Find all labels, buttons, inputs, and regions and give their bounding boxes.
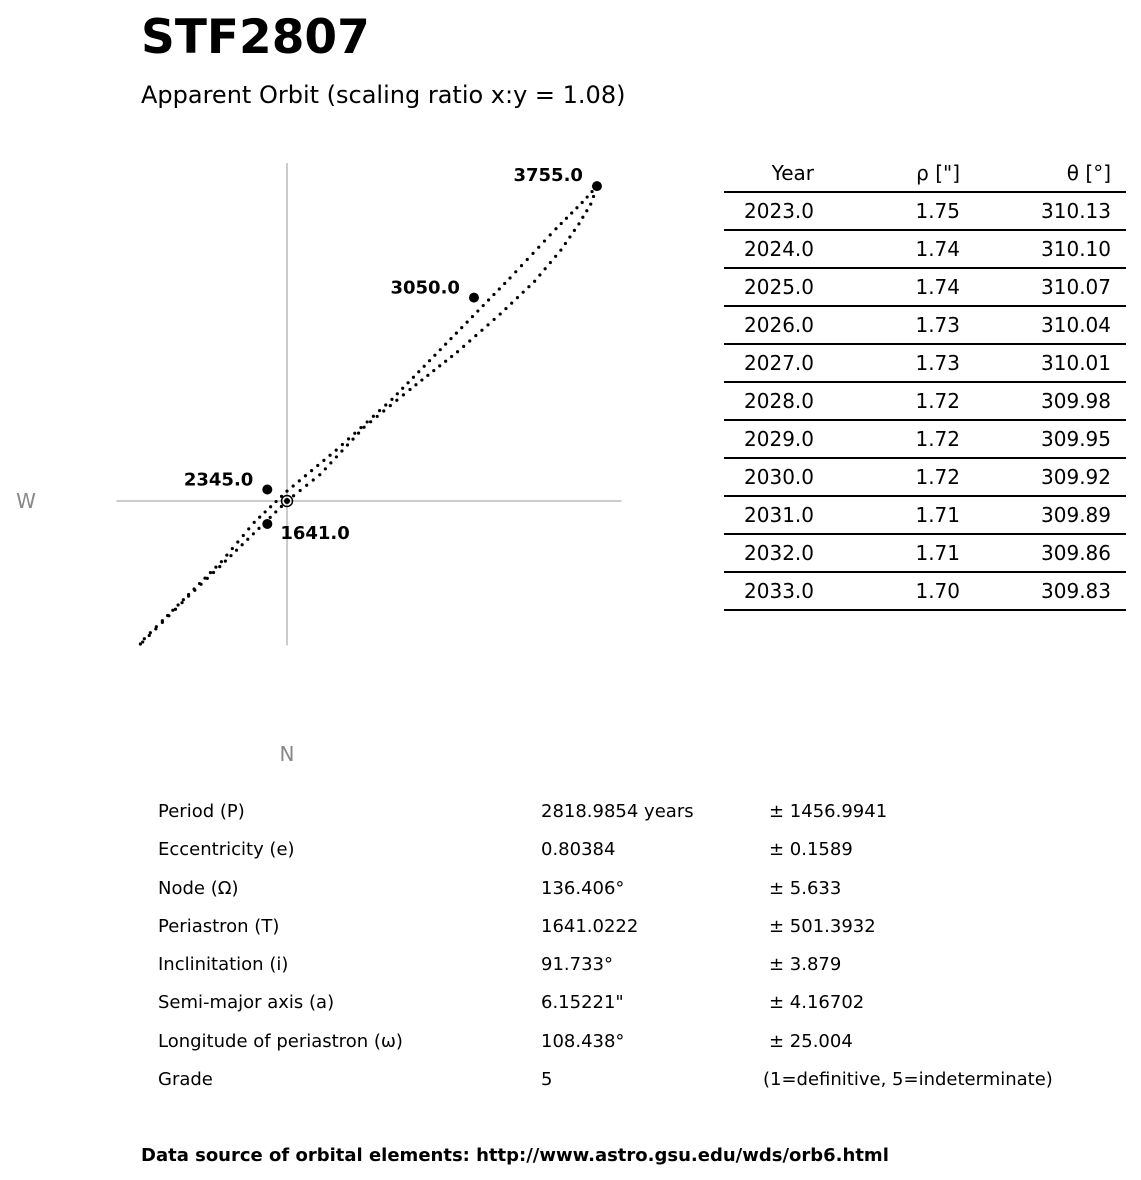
header-rho: ρ ["]	[916, 161, 960, 185]
ephemeris-row	[724, 572, 1126, 610]
orbit-dot	[252, 532, 255, 535]
element-name: Eccentricity (e)	[158, 839, 295, 861]
orbit-dot	[384, 403, 387, 406]
orbit-dot	[468, 339, 471, 342]
orbit-dot	[225, 554, 228, 557]
cell-theta: 310.07	[960, 268, 1111, 306]
orbit-dot	[581, 216, 584, 219]
cell-spacer	[1111, 192, 1126, 230]
orbit-dot	[139, 642, 142, 645]
cell-spacer	[1111, 344, 1126, 382]
orbit-dot	[298, 479, 301, 482]
orbit-dot	[362, 426, 365, 429]
orbit-dot	[242, 534, 245, 537]
cell-theta: 309.89	[960, 496, 1111, 534]
cell-spacer	[1111, 534, 1126, 572]
cell-year: 2029.0	[724, 420, 814, 458]
orbit-dot	[220, 560, 223, 563]
cell-rho: 1.72	[814, 458, 960, 496]
orbit-dot	[316, 464, 319, 467]
orbit-dot	[590, 190, 593, 193]
epoch-label: 3755.0	[513, 165, 583, 187]
cell-rho: 1.72	[814, 382, 960, 420]
element-name: Periastron (T)	[158, 915, 280, 937]
cell-rho: 1.75	[814, 192, 960, 230]
cell-year: 2027.0	[724, 344, 814, 382]
orbit-dot	[209, 571, 212, 574]
orbit-dot	[508, 276, 511, 279]
orbit-dot	[526, 258, 529, 261]
element-error: ± 1456.9941	[769, 801, 888, 822]
cell-year: 2025.0	[724, 268, 814, 306]
cell-rho: 1.73	[814, 344, 960, 382]
orbit-dot	[568, 235, 571, 238]
orbit-dot	[329, 461, 332, 464]
cell-year: 2033.0	[724, 572, 814, 610]
element-error: ± 501.3932	[769, 915, 876, 937]
orbit-dot	[414, 383, 417, 386]
orbit-dot	[166, 614, 169, 617]
element-row	[158, 870, 1118, 908]
orbit-dot	[155, 625, 158, 628]
cell-theta: 309.95	[960, 420, 1111, 458]
orbit-dot	[274, 500, 277, 503]
orbit-dots	[139, 185, 599, 646]
orbit-dot	[516, 296, 519, 299]
cell-year: 2023.0	[724, 192, 814, 230]
axis-label-w: W	[16, 489, 36, 513]
cell-theta: 310.04	[960, 306, 1111, 344]
element-name: Period (P)	[158, 801, 245, 822]
orbit-dot	[527, 285, 530, 288]
orbit-dot	[241, 543, 244, 546]
orbit-dot	[148, 634, 151, 637]
chart-subtitle: Apparent Orbit (scaling ratio x:y = 1.08)	[141, 81, 626, 109]
cell-theta: 309.98	[960, 382, 1111, 420]
element-error: ± 25.004	[769, 1030, 853, 1052]
cell-rho: 1.74	[814, 230, 960, 268]
orbit-dot	[433, 354, 436, 357]
orbit-dot	[444, 360, 447, 363]
ephemeris-table	[724, 155, 1126, 611]
orbit-dot	[444, 343, 447, 346]
orbit-dot	[514, 270, 517, 273]
orbit-dot	[428, 359, 431, 362]
orbit-dot	[177, 603, 180, 606]
orbit-dot	[575, 206, 578, 209]
orbit-dot	[581, 201, 584, 204]
element-value: 6.15221"	[541, 992, 624, 1014]
cell-rho: 1.72	[814, 420, 960, 458]
orbit-dot	[318, 473, 321, 476]
orbit-dot	[269, 516, 272, 519]
orbit-dot	[554, 255, 557, 258]
orbit-dot	[408, 388, 411, 391]
orbit-dot	[432, 369, 435, 372]
cell-year: 2032.0	[724, 534, 814, 572]
element-name: Node (Ω)	[158, 877, 239, 899]
orbit-dot	[269, 505, 272, 508]
orbit-dot	[328, 454, 331, 457]
cell-spacer	[1111, 382, 1126, 420]
header-spacer	[1111, 155, 1126, 192]
orbit-dot	[214, 566, 217, 569]
element-row	[158, 831, 1118, 869]
orbit-dot	[449, 337, 452, 340]
element-name: Semi-major axis (a)	[158, 992, 335, 1014]
orbit-dot	[589, 203, 592, 206]
orbit-dot	[180, 601, 183, 604]
orbit-dot	[229, 554, 232, 557]
orbit-dot	[224, 560, 227, 563]
orbit-dot	[264, 510, 267, 513]
element-row	[158, 984, 1118, 1022]
orbit-dot	[382, 409, 385, 412]
orbit-dot	[456, 350, 459, 353]
orbit-dot	[549, 261, 552, 264]
orbit-dot	[476, 309, 479, 312]
orbit-dot	[312, 478, 315, 481]
orbit-dot	[285, 490, 288, 493]
orbit-dot	[353, 432, 356, 435]
cell-year: 2028.0	[724, 382, 814, 420]
cell-theta: 309.92	[960, 458, 1111, 496]
orbit-dot	[420, 378, 423, 381]
orbit-dot	[412, 376, 415, 379]
epoch-marker-3755.0	[592, 181, 602, 191]
cell-theta: 310.13	[960, 192, 1111, 230]
orbit-dot	[351, 437, 354, 440]
cell-year: 2030.0	[724, 458, 814, 496]
cell-rho: 1.74	[814, 268, 960, 306]
ephemeris-row	[724, 192, 1126, 230]
orbit-dot	[565, 217, 568, 220]
orbit-dot	[218, 565, 221, 568]
element-error: ± 0.1589	[769, 839, 853, 861]
element-value: 136.406°	[541, 877, 625, 899]
element-value: 0.80384	[541, 839, 616, 861]
epoch-marker-3050.0	[469, 293, 479, 303]
plot-axes	[116, 163, 621, 645]
ephemeris-row	[724, 306, 1126, 344]
cell-theta: 309.83	[960, 572, 1111, 610]
orbit-dot	[347, 437, 350, 440]
orbit-dot	[143, 637, 146, 640]
orbit-dot	[324, 467, 327, 470]
cell-rho: 1.71	[814, 496, 960, 534]
element-value: 91.733°	[541, 954, 613, 976]
orbit-dot	[474, 334, 477, 337]
element-error: ± 3.879	[769, 954, 842, 976]
orbit-dot	[372, 415, 375, 418]
orbit-dot	[537, 246, 540, 249]
orbital-elements	[158, 793, 1118, 1099]
ephemeris-row	[724, 496, 1126, 534]
cell-spacer	[1111, 268, 1126, 306]
orbit-dot	[182, 598, 185, 601]
ephemeris-body	[724, 192, 1126, 610]
data-source-note: Data source of orbital elements: http://www.astro.gsu.edu/wds/orb6.html	[141, 1145, 889, 1166]
element-row	[158, 908, 1118, 946]
orbit-dot	[340, 449, 343, 452]
ephemeris-row	[724, 458, 1126, 496]
ephemeris-row	[724, 382, 1126, 420]
orbit-dot	[257, 527, 260, 530]
orbit-dot	[305, 484, 308, 487]
orbit-dot	[573, 229, 576, 232]
ephemeris-row	[724, 420, 1126, 458]
orbit-dot	[543, 239, 546, 242]
orbit-dot	[538, 273, 541, 276]
orbit-dot	[426, 374, 429, 377]
ephemeris-row	[724, 230, 1126, 268]
orbit-dot	[493, 318, 496, 321]
cell-theta: 310.01	[960, 344, 1111, 382]
orbit-dot	[482, 304, 485, 307]
element-name: Inclinitation (i)	[158, 954, 289, 976]
orbit-dot	[492, 293, 495, 296]
epoch-label: 1641.0	[280, 522, 350, 544]
cell-theta: 310.10	[960, 230, 1111, 268]
cell-theta: 309.86	[960, 534, 1111, 572]
orbit-dot	[396, 392, 399, 395]
orbit-dot	[439, 348, 442, 351]
element-row	[158, 1023, 1118, 1061]
orbit-dot	[235, 549, 238, 552]
orbit-dot	[376, 415, 379, 418]
orbit-dot	[510, 302, 513, 305]
orbit-dot	[192, 587, 195, 590]
element-row	[158, 946, 1118, 984]
primary-star-dot	[284, 498, 290, 504]
orbit-dot	[198, 582, 201, 585]
element-name: Longitude of periastron (ω)	[158, 1030, 403, 1052]
orbit-dot	[253, 521, 256, 524]
orbit-dot	[462, 345, 465, 348]
orbit-dot	[246, 538, 249, 541]
orbit-dot	[592, 195, 595, 198]
orbit-dot	[357, 432, 360, 435]
element-row	[158, 1061, 1118, 1099]
orbit-dot	[310, 469, 313, 472]
cell-spacer	[1111, 230, 1126, 268]
orbit-dot	[274, 510, 277, 513]
orbit-dot	[522, 291, 525, 294]
cell-spacer	[1111, 420, 1126, 458]
element-value: 5	[541, 1069, 553, 1091]
cell-rho: 1.73	[814, 306, 960, 344]
orbit-dot	[480, 329, 483, 332]
orbit-dot	[450, 355, 453, 358]
orbit-dot	[335, 449, 338, 452]
orbit-dot	[389, 404, 392, 407]
orbit-dot	[544, 267, 547, 270]
element-error: ± 5.633	[769, 877, 842, 899]
orbit-dot	[258, 516, 261, 519]
orbit-dot	[322, 459, 325, 462]
ephemeris-row	[724, 534, 1126, 572]
element-row	[158, 793, 1118, 831]
orbit-dot	[499, 312, 502, 315]
orbit-dot	[247, 527, 250, 530]
axis-label-n: N	[279, 742, 295, 766]
epoch-label: 3050.0	[390, 277, 460, 299]
orbit-dot	[161, 619, 164, 622]
cell-year: 2031.0	[724, 496, 814, 534]
orbit-dot	[460, 326, 463, 329]
orbit-dot	[577, 222, 580, 225]
cell-spacer	[1111, 496, 1126, 534]
ephemeris-row	[724, 268, 1126, 306]
epoch-marker-1641.0	[262, 519, 272, 529]
orbit-dot	[335, 455, 338, 458]
cell-spacer	[1111, 458, 1126, 496]
cell-year: 2024.0	[724, 230, 814, 268]
orbit-plot	[0, 140, 700, 780]
orbit-dot	[503, 282, 506, 285]
element-value: 1641.0222	[541, 915, 639, 937]
orbit-dot	[570, 211, 573, 214]
orbit-dot	[438, 364, 441, 367]
orbit-dot	[585, 209, 588, 212]
orbit-dot	[533, 280, 536, 283]
orbit-dot	[401, 387, 404, 390]
epoch-marker-2345.0	[262, 485, 272, 495]
orbit-dot	[231, 547, 234, 550]
orbit-dot	[292, 484, 295, 487]
cell-year: 2026.0	[724, 306, 814, 344]
orbit-dot	[549, 233, 552, 236]
header-theta: θ [°]	[1066, 161, 1111, 185]
orbit-dot	[341, 443, 344, 446]
orbit-dot	[554, 227, 557, 230]
orbit-dot	[171, 609, 174, 612]
orbit-dot	[466, 320, 469, 323]
orbit-dot	[559, 248, 562, 251]
orbit-dot	[299, 489, 302, 492]
orbit-dot	[471, 315, 474, 318]
orbit-dot	[149, 631, 152, 634]
orbit-dot	[531, 252, 534, 255]
orbit-dot	[487, 298, 490, 301]
element-error: ± 4.16702	[769, 992, 865, 1014]
cell-rho: 1.71	[814, 534, 960, 572]
element-value: 108.438°	[541, 1030, 625, 1052]
epoch-markers	[184, 165, 602, 544]
orbit-dot	[402, 393, 405, 396]
cell-spacer	[1111, 572, 1126, 610]
orbit-dot	[346, 443, 349, 446]
orbit-dot	[366, 420, 369, 423]
epoch-label: 2345.0	[183, 469, 254, 491]
orbit-dot	[369, 420, 372, 423]
header-year: Year	[771, 161, 814, 185]
orbit-dot	[560, 222, 563, 225]
element-value: 2818.9854 years	[541, 801, 694, 822]
orbit-dot	[292, 494, 295, 497]
orbit-dot	[395, 399, 398, 402]
orbit-dot	[212, 571, 215, 574]
orbit-dot	[486, 323, 489, 326]
element-name: Grade	[158, 1069, 213, 1091]
cell-spacer	[1111, 306, 1126, 344]
orbit-dot	[406, 381, 409, 384]
orbit-dot	[203, 576, 206, 579]
ephemeris-header-row	[724, 155, 1126, 192]
orbit-dot	[417, 370, 420, 373]
element-note: (1=definitive, 5=indeterminate)	[763, 1069, 1053, 1091]
orbit-dot	[378, 409, 381, 412]
orbit-dot	[390, 398, 393, 401]
orbit-dot	[423, 365, 426, 368]
chart-title: STF2807	[141, 10, 370, 65]
cell-rho: 1.70	[814, 572, 960, 610]
orbit-dot	[504, 307, 507, 310]
orbit-dot	[359, 426, 362, 429]
orbit-dot	[187, 593, 190, 596]
orbit-dot	[304, 474, 307, 477]
orbit-dot	[455, 332, 458, 335]
orbit-dot	[564, 242, 567, 245]
orbit-dot	[586, 195, 589, 198]
orbit-dot	[520, 264, 523, 267]
orbit-dot	[236, 540, 239, 543]
orbit-dot	[498, 287, 501, 290]
ephemeris-row	[724, 344, 1126, 382]
